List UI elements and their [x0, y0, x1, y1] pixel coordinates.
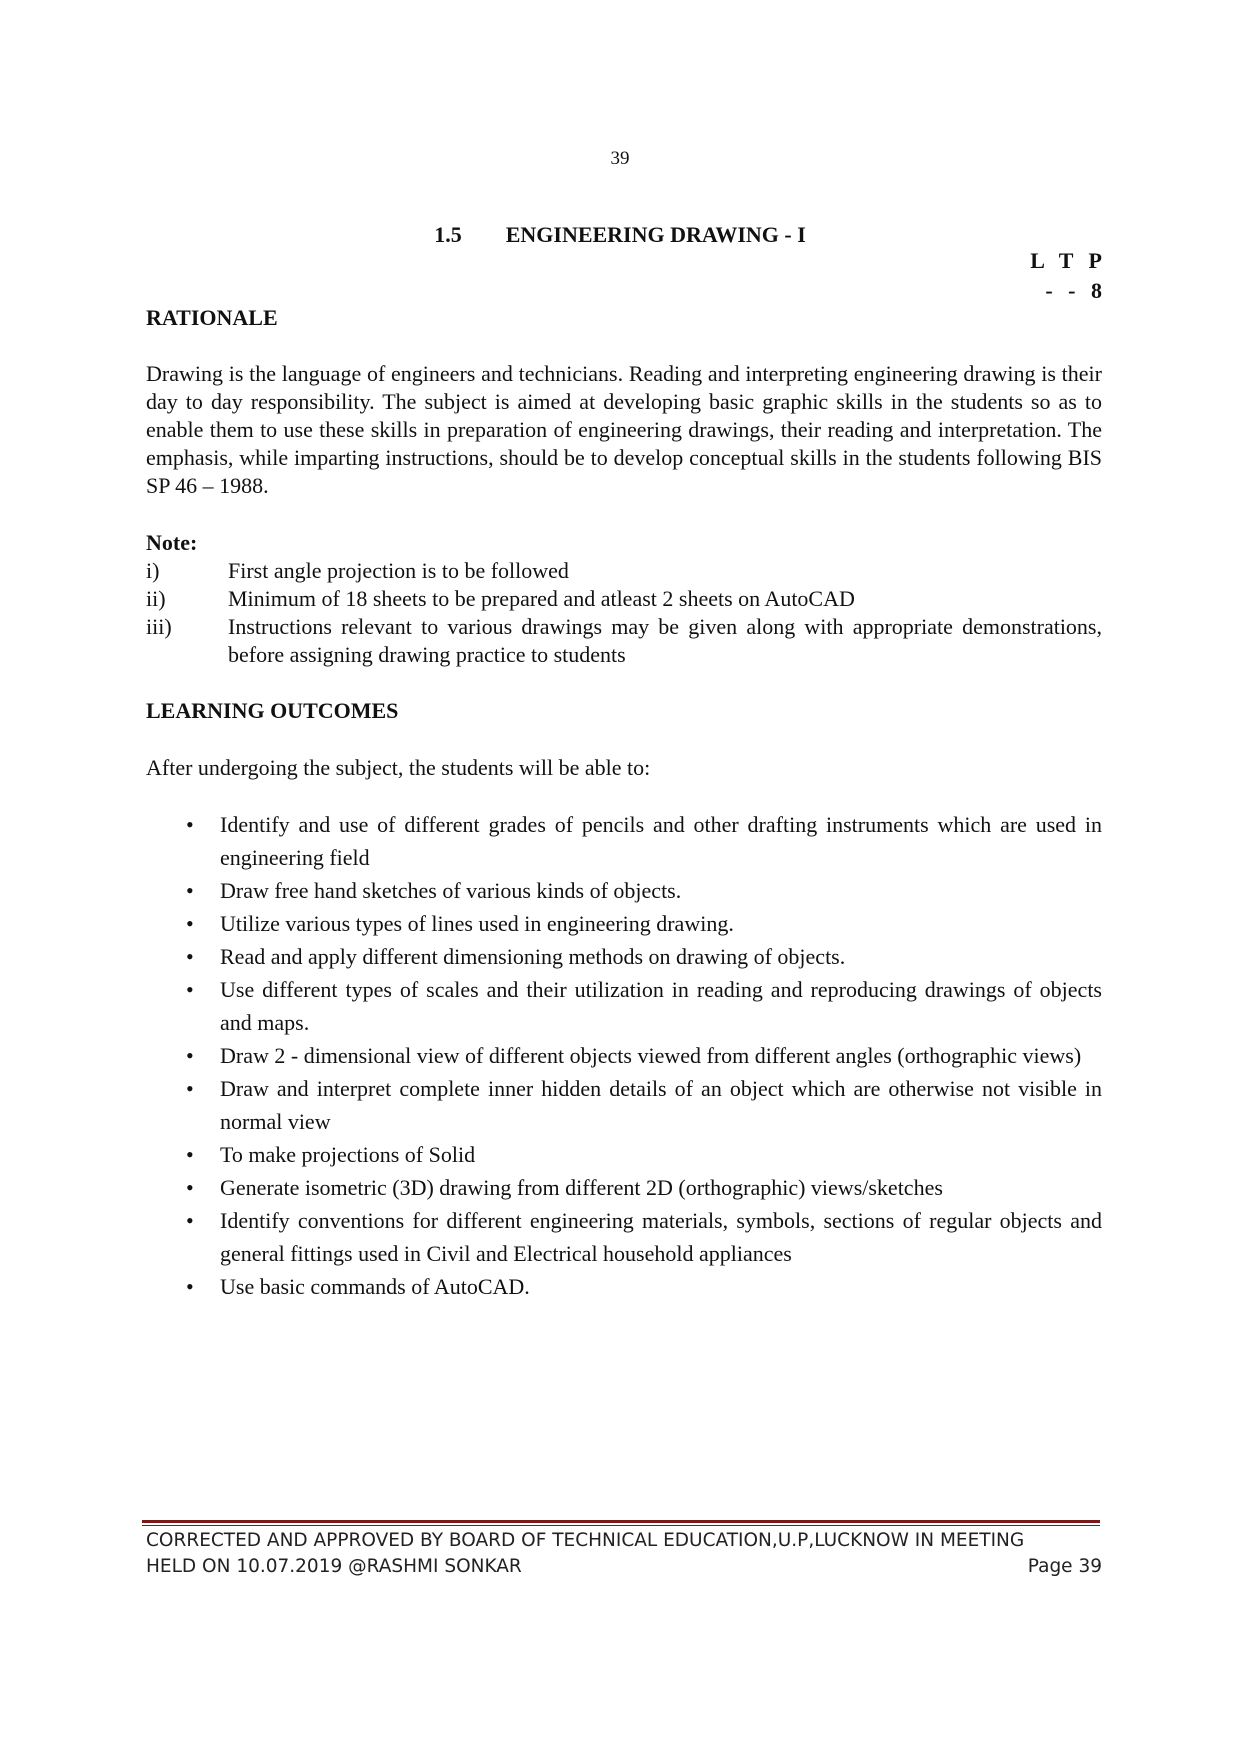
note-text: Instructions relevant to various drawings may be given along with appropriate demonstrations, before assigning drawing practice to students — [228, 614, 1102, 667]
list-item — [146, 940, 1102, 973]
list-item — [146, 1039, 1102, 1072]
list-item — [146, 1138, 1102, 1171]
list-item — [146, 1171, 1102, 1204]
learning-outcomes-list — [146, 808, 1102, 1303]
outcome-text: Utilize various types of lines used in engineering drawing. — [220, 911, 734, 936]
bullet-icon: • — [186, 1076, 194, 1101]
outcome-text: Identify conventions for different engineering materials, symbols, sections of regular objects and general fittings used in Civil and Electrical household appliances — [220, 1208, 1102, 1266]
list-item — [146, 907, 1102, 940]
section-number: 1.5 — [434, 222, 462, 247]
list-item — [146, 1072, 1102, 1138]
bullet-icon: • — [186, 911, 194, 936]
outcome-text: To make projections of Solid — [220, 1142, 476, 1167]
note-item — [146, 585, 1102, 613]
note-list — [146, 557, 1102, 669]
footer-line-2 — [146, 1556, 1102, 1577]
footer-line-1: CORRECTED AND APPROVED BY BOARD OF TECHNICAL EDUCATION,U.P,LUCKNOW IN MEETING — [146, 1530, 1025, 1551]
bullet-icon: • — [186, 1274, 194, 1299]
note-text: First angle projection is to be followed — [228, 558, 569, 583]
note-marker: iii) — [146, 614, 172, 639]
ltp-values: - - 8 — [1045, 278, 1102, 303]
learning-outcomes-heading: LEARNING OUTCOMES — [146, 698, 399, 723]
list-item — [146, 874, 1102, 907]
note-item — [146, 557, 1102, 585]
bullet-icon: • — [186, 944, 194, 969]
footer-divider-thick — [142, 1520, 1100, 1523]
ltp-header: L T P — [1030, 248, 1102, 273]
section-title: ENGINEERING DRAWING - I — [505, 222, 806, 247]
list-item — [146, 973, 1102, 1039]
list-item — [146, 808, 1102, 874]
bullet-icon: • — [186, 878, 194, 903]
footer-approval-text: HELD ON 10.07.2019 @RASHMI SONKAR — [146, 1556, 522, 1577]
list-item — [146, 1204, 1102, 1270]
note-item — [146, 613, 1102, 669]
outcome-text: Identify and use of different grades of pencils and other drafting instruments which are used in engineering field — [220, 812, 1102, 870]
bullet-icon: • — [186, 1208, 194, 1233]
bullet-icon: • — [186, 1142, 194, 1167]
outcome-text: Draw free hand sketches of various kinds of objects. — [220, 878, 682, 903]
note-text: Minimum of 18 sheets to be prepared and atleast 2 sheets on AutoCAD — [228, 586, 855, 611]
list-item — [146, 1270, 1102, 1303]
rationale-heading: RATIONALE — [146, 305, 278, 330]
bullet-icon: • — [186, 812, 194, 837]
note-marker: ii) — [146, 586, 166, 611]
bullet-icon: • — [186, 977, 194, 1002]
rationale-text: Drawing is the language of engineers and technicians. Reading and interpreting engineering drawing is their day to day responsibility. The subject is aimed at developing basic graphic skills in the students so as to enable them to use these skills in preparation of engineering drawings, their reading and interpretation. The emphasis, while imparting instructions, should be to develop conceptual skills in the students following BIS SP 46 – 1988. — [146, 361, 1102, 498]
footer-divider-thin — [142, 1525, 1100, 1526]
footer-page-label: Page 39 — [1027, 1556, 1102, 1577]
note-heading: Note: — [146, 530, 198, 555]
learning-outcomes-intro: After undergoing the subject, the students will be able to: — [146, 755, 651, 780]
outcome-text: Draw 2 - dimensional view of different objects viewed from different angles (orthographic views) — [220, 1043, 1082, 1068]
outcome-text: Use basic commands of AutoCAD. — [220, 1274, 530, 1299]
outcome-text: Generate isometric (3D) drawing from different 2D (orthographic) views/sketches — [220, 1175, 943, 1200]
note-marker: i) — [146, 558, 160, 583]
page-title — [0, 222, 1240, 248]
bullet-icon: • — [186, 1043, 194, 1068]
page-number: 39 — [610, 148, 630, 169]
outcome-text: Use different types of scales and their utilization in reading and reproducing drawings of objects and maps. — [220, 977, 1102, 1035]
outcome-text: Draw and interpret complete inner hidden details of an object which are otherwise not visible in normal view — [220, 1076, 1102, 1134]
bullet-icon: • — [186, 1175, 194, 1200]
outcome-text: Read and apply different dimensioning methods on drawing of objects. — [220, 944, 846, 969]
